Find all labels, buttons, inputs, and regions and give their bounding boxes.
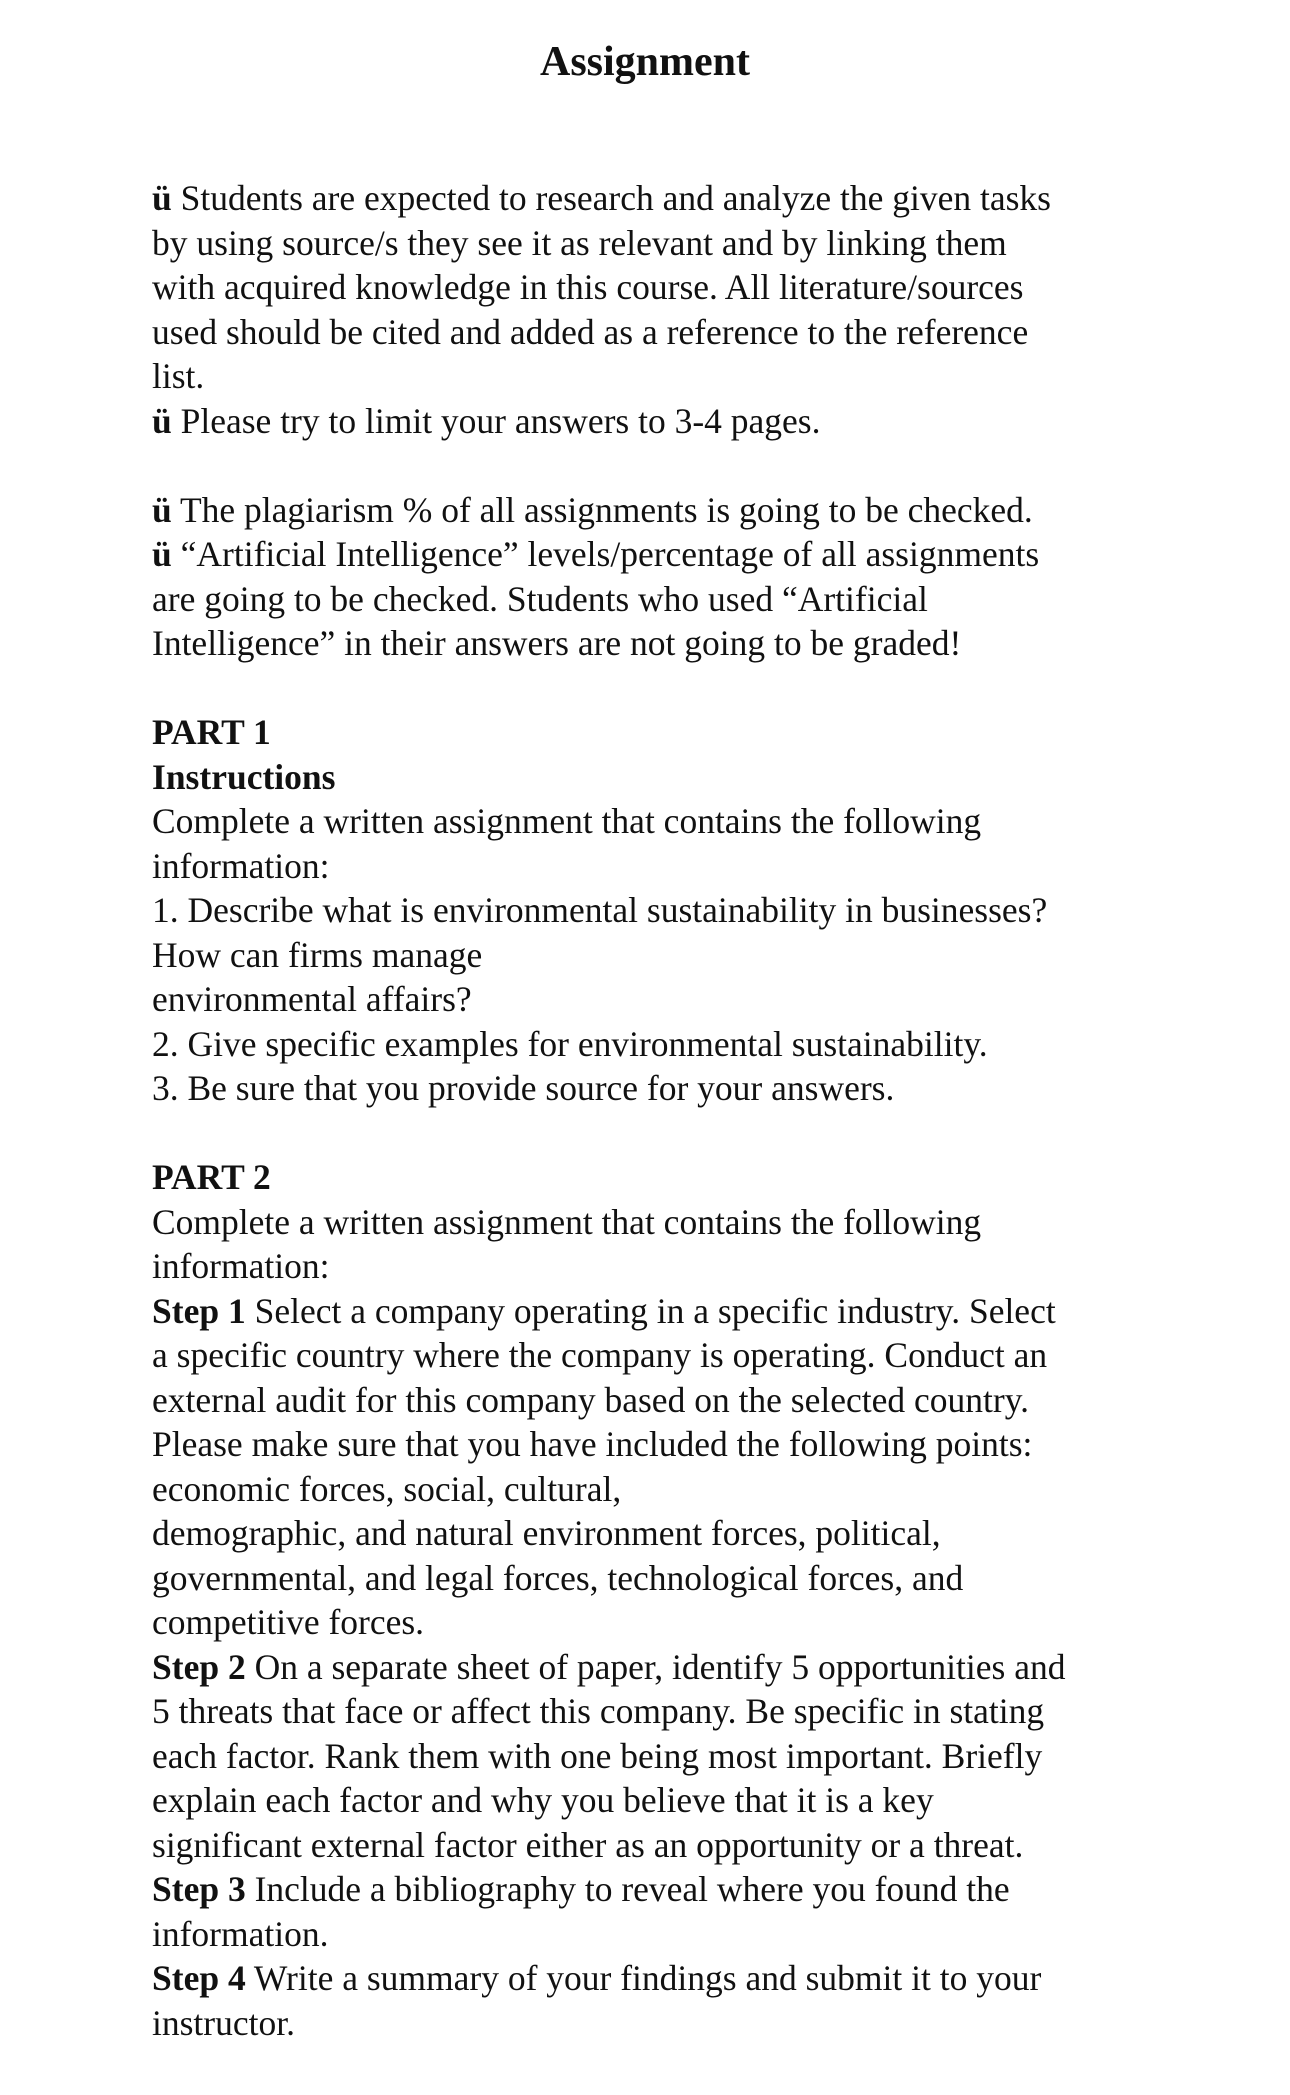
step4-line-2: instructor. — [152, 2002, 295, 2043]
step2-line-5: significant external factor either as an opportunity or a threat. — [152, 1824, 1024, 1865]
intro-bullet-3: ü The plagiarism % of all assignments is going to be checked. — [152, 489, 1033, 530]
part2-heading: PART 2 — [152, 1157, 271, 1197]
intro-bullet-4-line-3: Intelligence” in their answers are not going to be graded! — [152, 623, 962, 663]
step1-line-7: governmental, and legal forces, technological forces, and — [152, 1557, 964, 1598]
part1-subheading: Instructions — [152, 756, 336, 797]
intro-bullet-1-line-1: ü Students are expected to research and analyze the given tasks — [152, 178, 1051, 218]
part1-line-2: information: — [152, 845, 330, 886]
step3-label: Step 3 — [152, 1869, 246, 1909]
part1-line-4: How can firms manage — [152, 934, 483, 975]
part1-line-3: 1. Describe what is environmental sustainability in businesses? — [152, 890, 1048, 930]
bullet-marker: ü — [152, 489, 172, 530]
intro-bullet-1-line-5: list. — [152, 356, 205, 396]
spacer — [152, 1111, 1152, 1156]
step2-line-4: explain each factor and why you believe that it is a key — [152, 1780, 934, 1820]
part1-line-6: 2. Give specific examples for environmental sustainability. — [152, 1023, 988, 1064]
step4-line-1: Step 4 Write a summary of your findings and submit it to your — [152, 1958, 1042, 1998]
bullet-marker: ü — [152, 534, 172, 574]
part2-line-1: Complete a written assignment that contains the following — [152, 1201, 982, 1242]
intro-bullet-1-line-3: with acquired knowledge in this course. All literature/sources — [152, 267, 1024, 307]
intro-bullet-2: ü Please try to limit your answers to 3-4 pages. — [152, 400, 821, 441]
part2-line-2: information: — [152, 1246, 330, 1286]
document-body — [152, 176, 1152, 2045]
step1-line-5: economic forces, social, cultural, — [152, 1468, 622, 1509]
intro-bullet-4-line-1: ü “Artificial Intelligence” levels/percentage of all assignments — [152, 534, 1040, 574]
part1-line-7: 3. Be sure that you provide source for your answers. — [152, 1068, 895, 1108]
step2-line-1: Step 2 On a separate sheet of paper, identify 5 opportunities and — [152, 1646, 1066, 1687]
step1-line-6: demographic, and natural environment forces, political, — [152, 1513, 941, 1553]
step2-line-2: 5 threats that face or affect this company. Be specific in stating — [152, 1691, 1045, 1731]
intro-bullet-1-line-2: by using source/s they see it as relevant and by linking them — [152, 222, 1007, 263]
spacer — [152, 443, 1152, 488]
intro-bullet-1-line-4: used should be cited and added as a reference to the reference — [152, 311, 1029, 352]
step2-line-3: each factor. Rank them with one being most important. Briefly — [152, 1735, 1043, 1776]
part1-line-5: environmental affairs? — [152, 979, 472, 1019]
bullet-marker: ü — [152, 178, 172, 218]
step1-line-2: a specific country where the company is operating. Conduct an — [152, 1335, 1048, 1375]
spacer — [152, 666, 1152, 711]
step1-line-4: Please make sure that you have included the following points: — [152, 1424, 1033, 1464]
step3-line-1: Step 3 Include a bibliography to reveal where you found the — [152, 1869, 1010, 1909]
part1-line-1: Complete a written assignment that contains the following — [152, 801, 982, 841]
step1-line-3: external audit for this company based on the selected country. — [152, 1379, 1030, 1420]
step2-label: Step 2 — [152, 1646, 246, 1687]
page-title: Assignment — [539, 39, 751, 85]
bullet-marker: ü — [152, 400, 172, 441]
part1-heading: PART 1 — [152, 712, 271, 752]
step1-line-8: competitive forces. — [152, 1602, 425, 1642]
intro-bullet-4-line-2: are going to be checked. Students who used “Artificial — [152, 578, 928, 619]
step4-label: Step 4 — [152, 1958, 246, 1998]
step1-line-1: Step 1 Select a company operating in a specific industry. Select — [152, 1290, 1056, 1331]
step1-label: Step 1 — [152, 1290, 246, 1331]
step3-line-2: information. — [152, 1913, 329, 1954]
